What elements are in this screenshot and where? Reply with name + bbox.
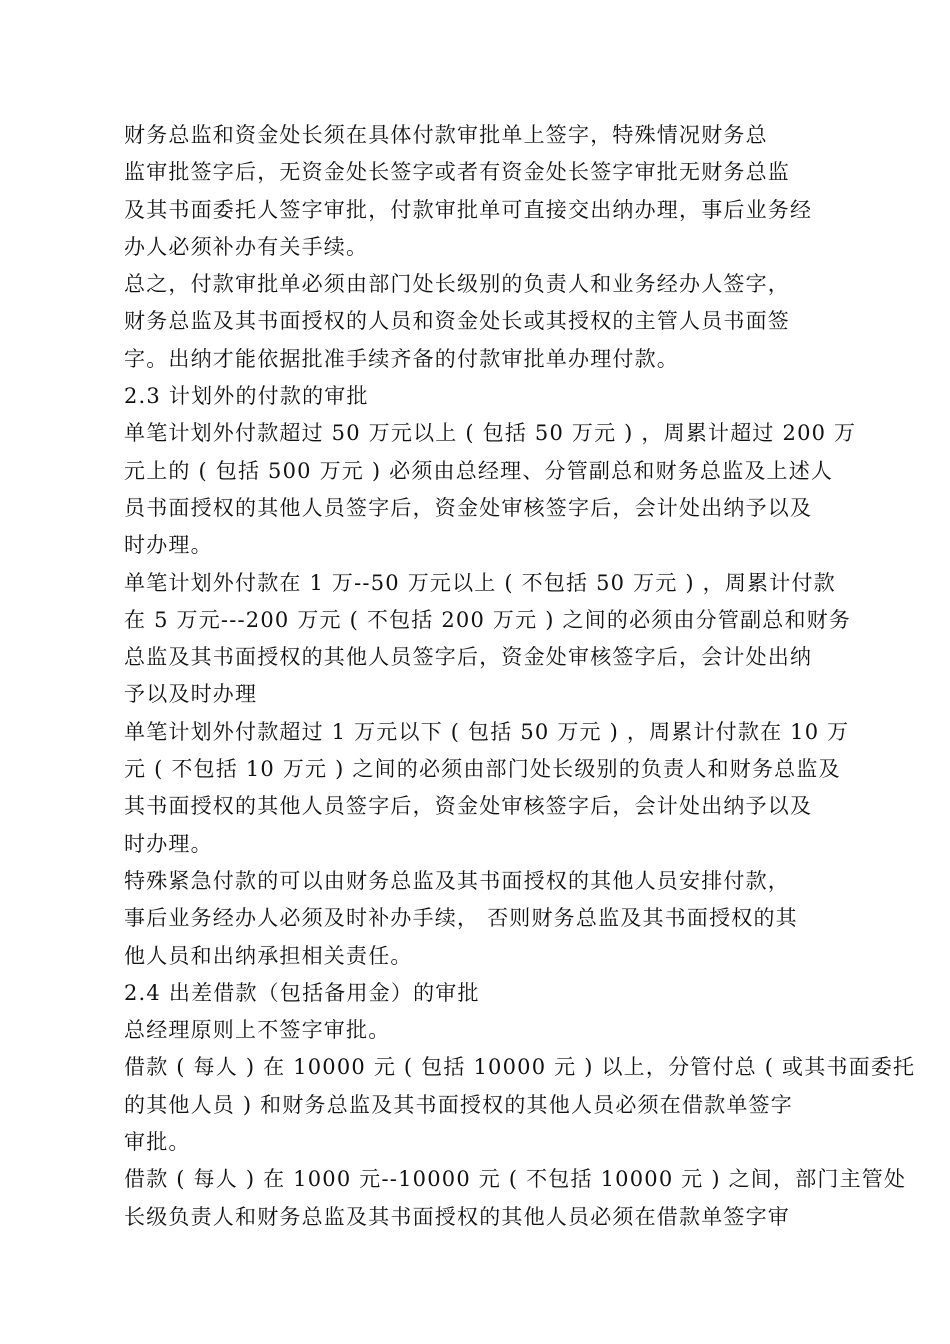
section-heading: 2.4 出差借款（包括备用金）的审批 [124, 980, 480, 1005]
text-line: 时办理。 [124, 533, 213, 558]
text-line: 财务总监及其书面授权的人员和资金处长或其授权的主管人员书面签 [124, 309, 790, 334]
text-line: 单笔计划外付款在 1 万--50 万元以上 ( 不包括 50 万元 ) ，周累计付款 [124, 570, 836, 595]
text-line: 总经理原则上不签字审批。 [124, 1018, 391, 1043]
text-line: 长级负责人和财务总监及其书面授权的其他人员必须在借款单签字审 [124, 1204, 790, 1229]
text-line: 他人员和出纳承担相关责任。 [124, 943, 413, 968]
text-line: 其书面授权的其他人员签字后，资金处审核签字后，会计处出纳予以及 [124, 794, 813, 819]
text-line: 借款 ( 每人 ) 在 10000 元 ( 包括 10000 元 ) 以上，分管付总 ( 或其书面委托 [124, 1055, 916, 1080]
text-line: 元 ( 不包括 10 万元 ) 之间的必须由部门处长级别的负责人和财务总监及 [124, 757, 841, 782]
text-line: 监审批签字后，无资金处长签字或者有资金处长签字审批无财务总监 [124, 160, 790, 185]
text-line: 单笔计划外付款超过 50 万元以上 ( 包括 50 万元 ) ，周累计超过 200 万 [124, 421, 857, 446]
text-line: 字。出纳才能依据批准手续齐备的付款审批单办理付款。 [124, 346, 679, 371]
text-line: 予以及时办理 [124, 682, 258, 707]
text-line: 及其书面委托人签字审批，付款审批单可直接交出纳办理，事后业务经 [124, 197, 813, 222]
text-line: 时办理。 [124, 831, 213, 856]
text-line: 特殊紧急付款的可以由财务总监及其书面授权的其他人员安排付款， [124, 868, 790, 893]
text-line: 办人必须补办有关手续。 [124, 234, 369, 259]
text-line: 总之，付款审批单必须由部门处长级别的负责人和业务经办人签字， [124, 272, 790, 297]
text-line: 单笔计划外付款超过 1 万元以下 ( 包括 50 万元 ) ，周累计付款在 10 万 [124, 719, 850, 744]
text-line: 财务总监和资金处长须在具体付款审批单上签字，特殊情况财务总 [124, 123, 768, 147]
text-line: 借款 ( 每人 ) 在 1000 元--10000 元 ( 不包括 10000 元 ) 之间，部门主管处 [124, 1167, 907, 1192]
text-line: 事后业务经办人必须及时补办手续， 否则财务总监及其书面授权的其 [124, 906, 798, 931]
text-line: 审批。 [124, 1130, 191, 1155]
text-line: 元上的 ( 包括 500 万元 ) 必须由总经理、分管副总和财务总监及上述人 [124, 458, 834, 483]
section-heading: 2.3 计划外的付款的审批 [124, 384, 369, 409]
text-line: 总监及其书面授权的其他人员签字后，资金处审核签字后，会计处出纳 [124, 645, 813, 670]
text-line: 员书面授权的其他人员签字后，资金处审核签字后，会计处出纳予以及 [124, 495, 813, 520]
text-line: 的其他人员 ) 和财务总监及其书面授权的其他人员必须在借款单签字 [124, 1092, 793, 1117]
text-line: 在 5 万元---200 万元 ( 不包括 200 万元 ) 之间的必须由分管副总和财务 [124, 607, 852, 632]
document-body [124, 117, 916, 1236]
